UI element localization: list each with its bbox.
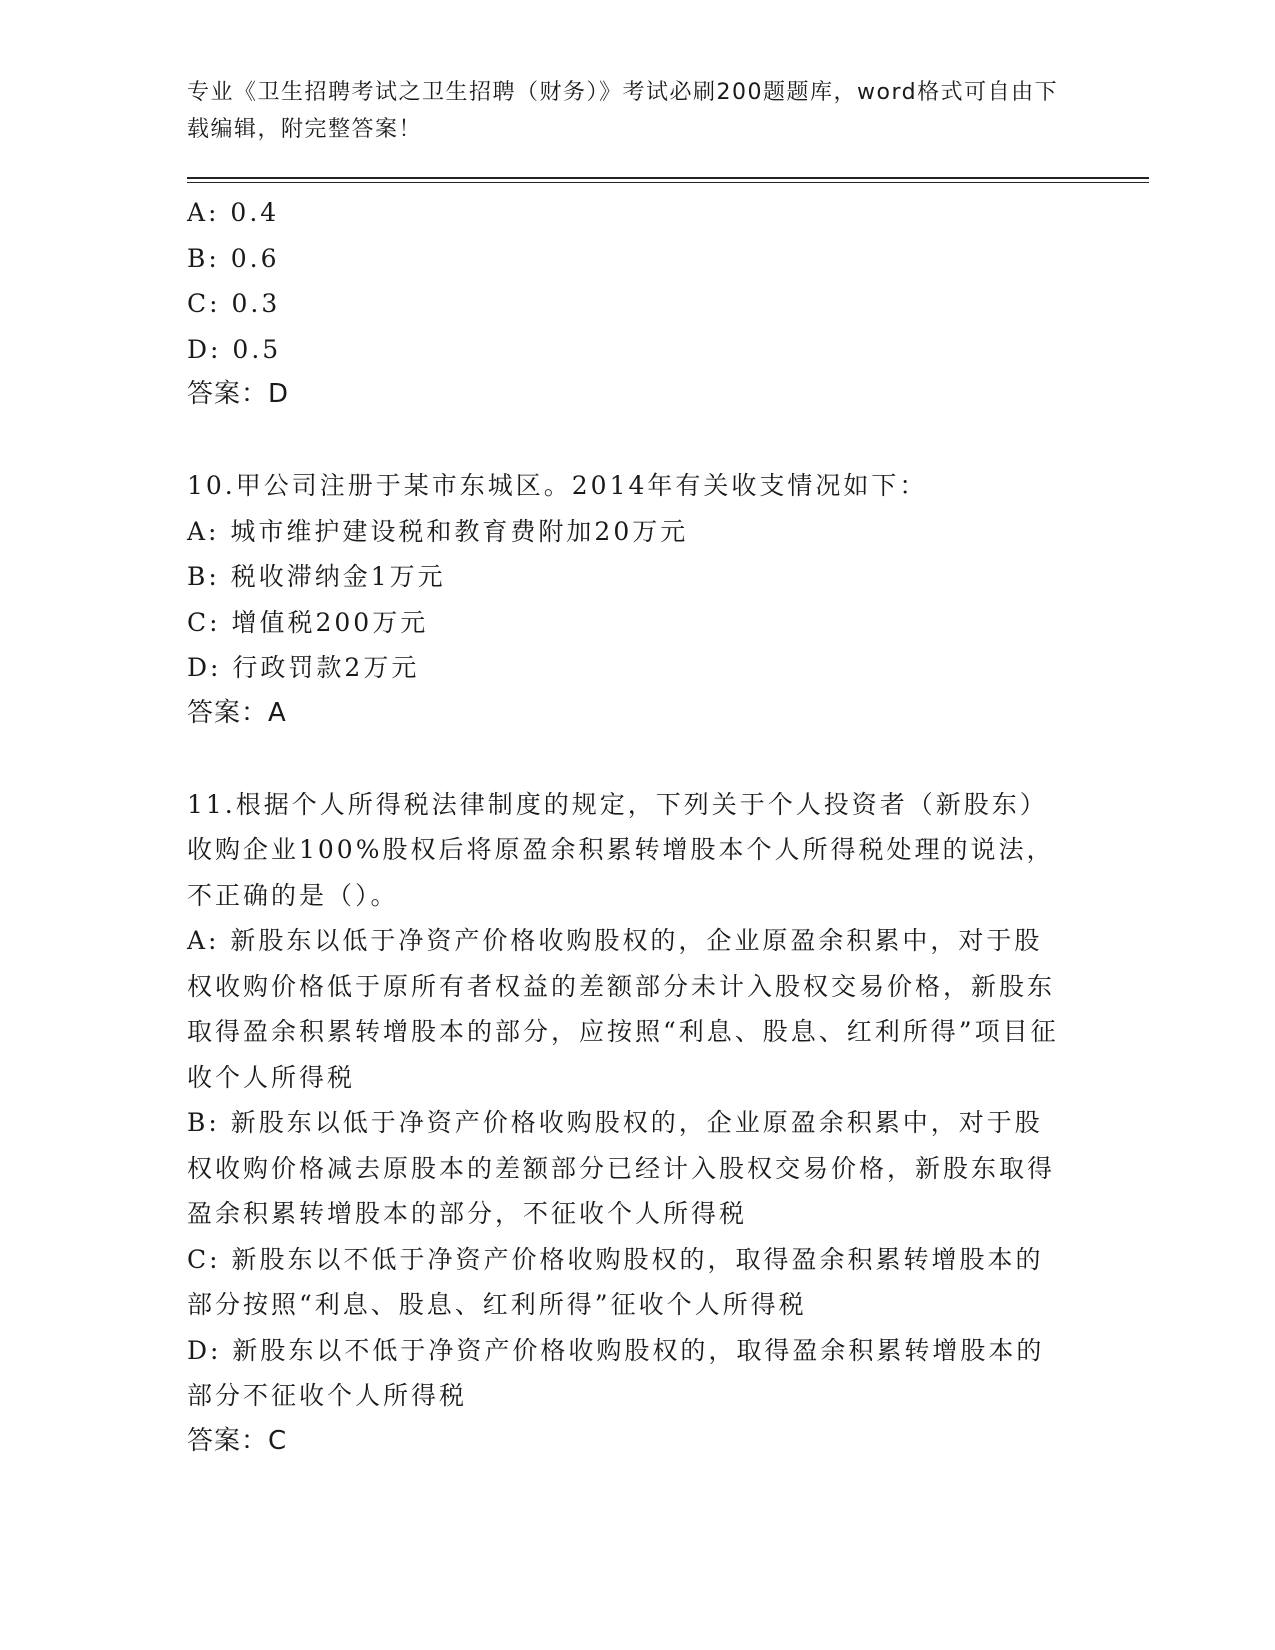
option-d: D: 行政罚款2万元 <box>187 653 420 682</box>
document-header-title: 专业《卫生招聘考试之卫生招聘（财务）》考试必刷200题题库，word格式可自由下载编辑，附完整答案！ <box>187 80 1059 142</box>
spacer <box>187 418 1067 464</box>
header-rule-thick <box>187 177 1149 179</box>
option-d: D: 0.5 <box>187 334 282 364</box>
question-block <box>187 463 1067 736</box>
question-stem: 10.甲公司注册于某市东城区。2014年有关收支情况如下： <box>187 471 928 500</box>
option-c: C: 新股东以不低于净资产价格收购股权的，取得盈余积累转增股本的部分按照“利息、股息、红利所得”征收个人所得税 <box>187 1244 1044 1319</box>
answer-line: 答案：C <box>187 1425 288 1456</box>
option-a: A: 0.4 <box>187 198 280 227</box>
question-block <box>187 190 1067 418</box>
option-b: B: 0.6 <box>187 243 280 273</box>
question-stem: 11.根据个人所得税法律制度的规定，下列关于个人投资者（新股东）收购企业100%股权后将原盈余积累转增股本个人所得税处理的说法，不正确的是（）。 <box>187 789 1055 910</box>
header-rule-thin <box>187 182 1149 183</box>
question-list <box>187 190 1067 1464</box>
option-d: D: 新股东以不低于净资产价格收购股权的，取得盈余积累转增股本的部分不征收个人所得税 <box>187 1335 1045 1410</box>
option-a: A: 城市维护建设税和教育费附加20万元 <box>187 516 689 546</box>
option-b: B: 税收滞纳金1万元 <box>187 562 446 591</box>
option-a: A: 新股东以低于净资产价格收购股权的，企业原盈余积累中，对于股权收购价格低于原所有者权益的差额部分未计入股权交易价格，新股东取得盈余积累转增股本的部分，应按照“利息、股息、红利所得”项目征收个人所得税 <box>187 926 1059 1092</box>
answer-line: 答案：A <box>187 697 287 728</box>
option-c: C: 增值税200万元 <box>187 607 429 637</box>
question-block <box>187 782 1067 1465</box>
option-c: C: 0.3 <box>187 289 281 318</box>
answer-line: 答案：D <box>187 379 290 409</box>
spacer <box>187 736 1067 782</box>
option-b: B: 新股东以低于净资产价格收购股权的，企业原盈余积累中，对于股权收购价格减去原股本的差额部分已经计入股权交易价格，新股东取得盈余积累转增股本的部分，不征收个人所得税 <box>187 1108 1056 1228</box>
